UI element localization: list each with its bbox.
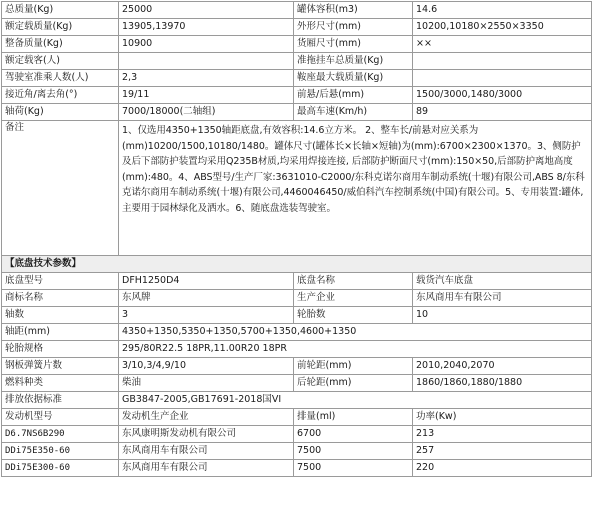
- notes-text: 1、仅选用4350+1350轴距底盘,有效容积:14.6立方米。 2、整车长/前悬对应关系为(mm)10200/1500,10180/1480。罐体尺寸(罐体长×长轴×短轴)为(mm):6700×2300×1370。3、侧防护及后下部防护装置均采用Q235B材质,均采用焊接连接, 后部防护断面尺寸(mm):150×50,后部防护离地高度(mm):480。4、ABS型号/生产厂家:3631010-C2000/东科克诺尔商用车制动系统(十堰)有限公司,ABS 8/东科克诺尔商用车制动系统(十堰)有限公司,4460046450/威伯科汽车控制系统(中国)有限公司。5、专用装置:罐体,主要用于园林绿化及洒水。6、随底盘选装驾驶室。: [119, 121, 592, 256]
- param-value: 14.6: [413, 2, 592, 19]
- param-label: 生产企业: [294, 290, 413, 307]
- engine-displacement: 7500: [294, 443, 413, 460]
- wheelbase-value: 4350+1350,5350+1350,5700+1350,4600+1350: [119, 324, 592, 341]
- engine-header: 发动机型号: [2, 409, 119, 426]
- spec-row: [2, 324, 592, 341]
- notes-row: [2, 121, 592, 256]
- param-value: 25000: [119, 2, 294, 19]
- spec-row: [2, 70, 592, 87]
- param-label: 前悬/后悬(mm): [294, 87, 413, 104]
- chassis-section-title: 【底盘技术参数】: [2, 256, 592, 273]
- engine-displacement: 7500: [294, 460, 413, 477]
- param-value: 1860/1860,1880/1880: [413, 375, 592, 392]
- param-value: 13905,13970: [119, 19, 294, 36]
- param-label: 外形尺寸(mm): [294, 19, 413, 36]
- param-label: 排放依据标准: [2, 392, 119, 409]
- spec-row: [2, 375, 592, 392]
- param-label: 轴距(mm): [2, 324, 119, 341]
- param-label: 底盘型号: [2, 273, 119, 290]
- param-label: 总质量(Kg): [2, 2, 119, 19]
- section-header: [2, 256, 592, 273]
- engine-power: 213: [413, 426, 592, 443]
- spec-row: [2, 341, 592, 358]
- param-label: 鞍座最大载质量(Kg): [294, 70, 413, 87]
- param-label: 货厢尺寸(mm): [294, 36, 413, 53]
- engine-maker: 东风康明斯发动机有限公司: [119, 426, 294, 443]
- param-value: 7000/18000(二轴组): [119, 104, 294, 121]
- engine-header-row: [2, 409, 592, 426]
- spec-sheet: [1, 1, 591, 516]
- spec-row: [2, 53, 592, 70]
- spec-table: [1, 1, 592, 477]
- engine-model: D6.7NS6B290: [2, 426, 119, 443]
- param-value: ××: [413, 36, 592, 53]
- spec-row: [2, 307, 592, 324]
- param-label: 轮胎规格: [2, 341, 119, 358]
- param-value: 3: [119, 307, 294, 324]
- param-value: 10: [413, 307, 592, 324]
- spec-row: [2, 104, 592, 121]
- engine-header: 发动机生产企业: [119, 409, 294, 426]
- engine-maker: 东风商用车有限公司: [119, 460, 294, 477]
- spec-row: [2, 358, 592, 375]
- spec-row: [2, 2, 592, 19]
- engine-model: DDi75E300-60: [2, 460, 119, 477]
- param-value: 东风商用车有限公司: [413, 290, 592, 307]
- spec-row: [2, 36, 592, 53]
- param-value: [119, 53, 294, 70]
- param-value: 2010,2040,2070: [413, 358, 592, 375]
- spec-row: [2, 290, 592, 307]
- spec-row: [2, 87, 592, 104]
- engine-header: 功率(Kw): [413, 409, 592, 426]
- param-value: 柴油: [119, 375, 294, 392]
- param-label: 接近角/离去角(°): [2, 87, 119, 104]
- spec-row: [2, 19, 592, 36]
- param-label: 前轮距(mm): [294, 358, 413, 375]
- notes-label: 备注: [2, 121, 119, 256]
- param-label: 准拖挂车总质量(Kg): [294, 53, 413, 70]
- param-label: 钢板弹簧片数: [2, 358, 119, 375]
- param-value: DFH1250D4: [119, 273, 294, 290]
- param-value: 10900: [119, 36, 294, 53]
- param-label: 额定载质量(Kg): [2, 19, 119, 36]
- param-value: 东风牌: [119, 290, 294, 307]
- param-label: 额定载客(人): [2, 53, 119, 70]
- emission-value: GB3847-2005,GB17691-2018国VI: [119, 392, 592, 409]
- param-value: 2,3: [119, 70, 294, 87]
- param-label: 整备质量(Kg): [2, 36, 119, 53]
- spec-row: [2, 273, 592, 290]
- param-value: 1500/3000,1480/3000: [413, 87, 592, 104]
- param-value: 3/10,3/4,9/10: [119, 358, 294, 375]
- engine-power: 220: [413, 460, 592, 477]
- engine-row: [2, 426, 592, 443]
- param-label: 轴数: [2, 307, 119, 324]
- param-value: 89: [413, 104, 592, 121]
- param-label: 后轮距(mm): [294, 375, 413, 392]
- param-value: [413, 70, 592, 87]
- engine-model: DDi75E350-60: [2, 443, 119, 460]
- engine-header: 排量(ml): [294, 409, 413, 426]
- param-label: 轴荷(Kg): [2, 104, 119, 121]
- param-label: 最高车速(Km/h): [294, 104, 413, 121]
- param-value: 载货汽车底盘: [413, 273, 592, 290]
- engine-displacement: 6700: [294, 426, 413, 443]
- engine-power: 257: [413, 443, 592, 460]
- engine-row: [2, 460, 592, 477]
- engine-row: [2, 443, 592, 460]
- spec-row: [2, 392, 592, 409]
- param-label: 驾驶室准乘人数(人): [2, 70, 119, 87]
- engine-maker: 东风商用车有限公司: [119, 443, 294, 460]
- tire-value: 295/80R22.5 18PR,11.00R20 18PR: [119, 341, 592, 358]
- param-value: 19/11: [119, 87, 294, 104]
- param-label: 燃料种类: [2, 375, 119, 392]
- param-label: 轮胎数: [294, 307, 413, 324]
- param-label: 商标名称: [2, 290, 119, 307]
- param-value: [413, 53, 592, 70]
- param-label: 罐体容积(m3): [294, 2, 413, 19]
- param-value: 10200,10180×2550×3350: [413, 19, 592, 36]
- param-label: 底盘名称: [294, 273, 413, 290]
